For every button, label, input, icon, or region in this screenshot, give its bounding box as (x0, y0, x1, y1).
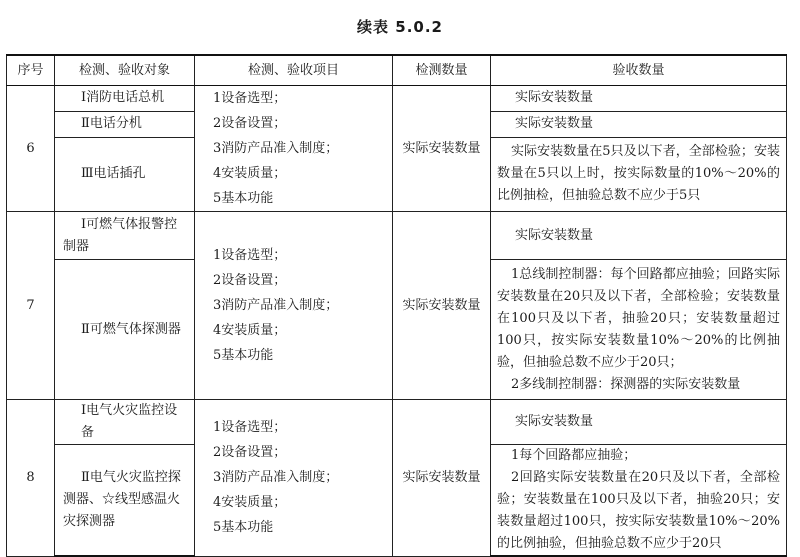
items-cell (195, 212, 393, 400)
object-cell: Ⅰ电气火灾监控设备 (55, 400, 195, 445)
accept-line: 1每个回路都应抽验； (511, 448, 637, 463)
item-line: 5基本功能 (213, 348, 274, 363)
accept-line: 1总线制控制器：每个回路都应抽验；回路实际安装数量在20只及以下者，全部检验；安装数量在100只及以下者，抽验20只；安装数量超过100只，按实际安装数量10%～20%的比例抽验，但抽验总数不应少于20只； (497, 266, 780, 370)
accept-line: 2多线制控制器：探测器的实际安装数量 (511, 376, 741, 392)
check-qty-cell: 实际安装数量 (393, 86, 491, 212)
item-line: 1设备选型； (213, 91, 287, 106)
accept-cell: 实际安装数量 (491, 212, 787, 260)
object-cell: Ⅰ可燃气体报警控制器 (55, 212, 195, 260)
header-accept-qty: 验收数量 (491, 55, 787, 86)
item-line: 5基本功能 (213, 191, 274, 206)
row-number: 8 (7, 400, 55, 557)
row-number: 6 (7, 86, 55, 212)
header-object: 检测、验收对象 (55, 55, 195, 86)
header-row (7, 55, 787, 86)
accept-line: 2回路实际安装数量在20只及以下者，全部检验；安装数量在100只及以下者，抽验20只；安装数量超过100只，按实际安装数量10%～20%的比例抽验，但抽验总数不应少于20只 (497, 470, 780, 551)
item-line: 5基本功能 (213, 520, 274, 536)
table-title: 续表 5.0.2 (357, 18, 443, 36)
item-line: 4安装质量； (213, 166, 287, 181)
row-number: 7 (7, 212, 55, 400)
item-line: 4安装质量； (213, 323, 287, 338)
object-cell: Ⅱ可燃气体探测器 (55, 260, 195, 400)
accept-cell: 实际安装数量 (491, 111, 787, 137)
accept-cell: 实际安装数量 (491, 400, 787, 445)
object-cell: Ⅲ电话插孔 (55, 137, 195, 211)
item-line: 1设备选型； (213, 248, 287, 263)
accept-cell: 实际安装数量在5只及以下者，全部检验；安装数量在5只以上时，按实际数量的10%～20%的比例抽检，但抽验总数不应少于5只 (491, 137, 787, 211)
inspection-table (6, 54, 787, 557)
table-row (7, 212, 787, 260)
object-cell: Ⅰ消防电话总机 (55, 86, 195, 112)
item-line: 2设备设置； (213, 273, 287, 288)
accept-cell (491, 260, 787, 400)
accept-cell: 实际安装数量 (491, 86, 787, 112)
item-line: 4安装质量； (213, 495, 287, 511)
header-check-qty: 检测数量 (393, 55, 491, 86)
table-row (7, 400, 787, 445)
items-cell (195, 400, 393, 557)
item-line: 2设备设置； (213, 116, 287, 131)
object-cell: Ⅱ电话分机 (55, 111, 195, 137)
header-item: 检测、验收项目 (195, 55, 393, 86)
check-qty-cell: 实际安装数量 (393, 400, 491, 557)
item-line: 2设备设置； (213, 445, 287, 461)
item-line: 1设备选型； (213, 420, 287, 436)
accept-cell (491, 445, 787, 557)
object-cell: Ⅱ电气火灾监控探测器、☆线型感温火灾探测器 (55, 445, 195, 557)
items-cell (195, 86, 393, 212)
item-line: 3消防产品准入制度； (213, 141, 339, 156)
check-qty-cell: 实际安装数量 (393, 212, 491, 400)
table-row (7, 86, 787, 112)
item-line: 3消防产品准入制度； (213, 470, 339, 486)
header-no: 序号 (7, 55, 55, 86)
item-line: 3消防产品准入制度； (213, 298, 339, 313)
